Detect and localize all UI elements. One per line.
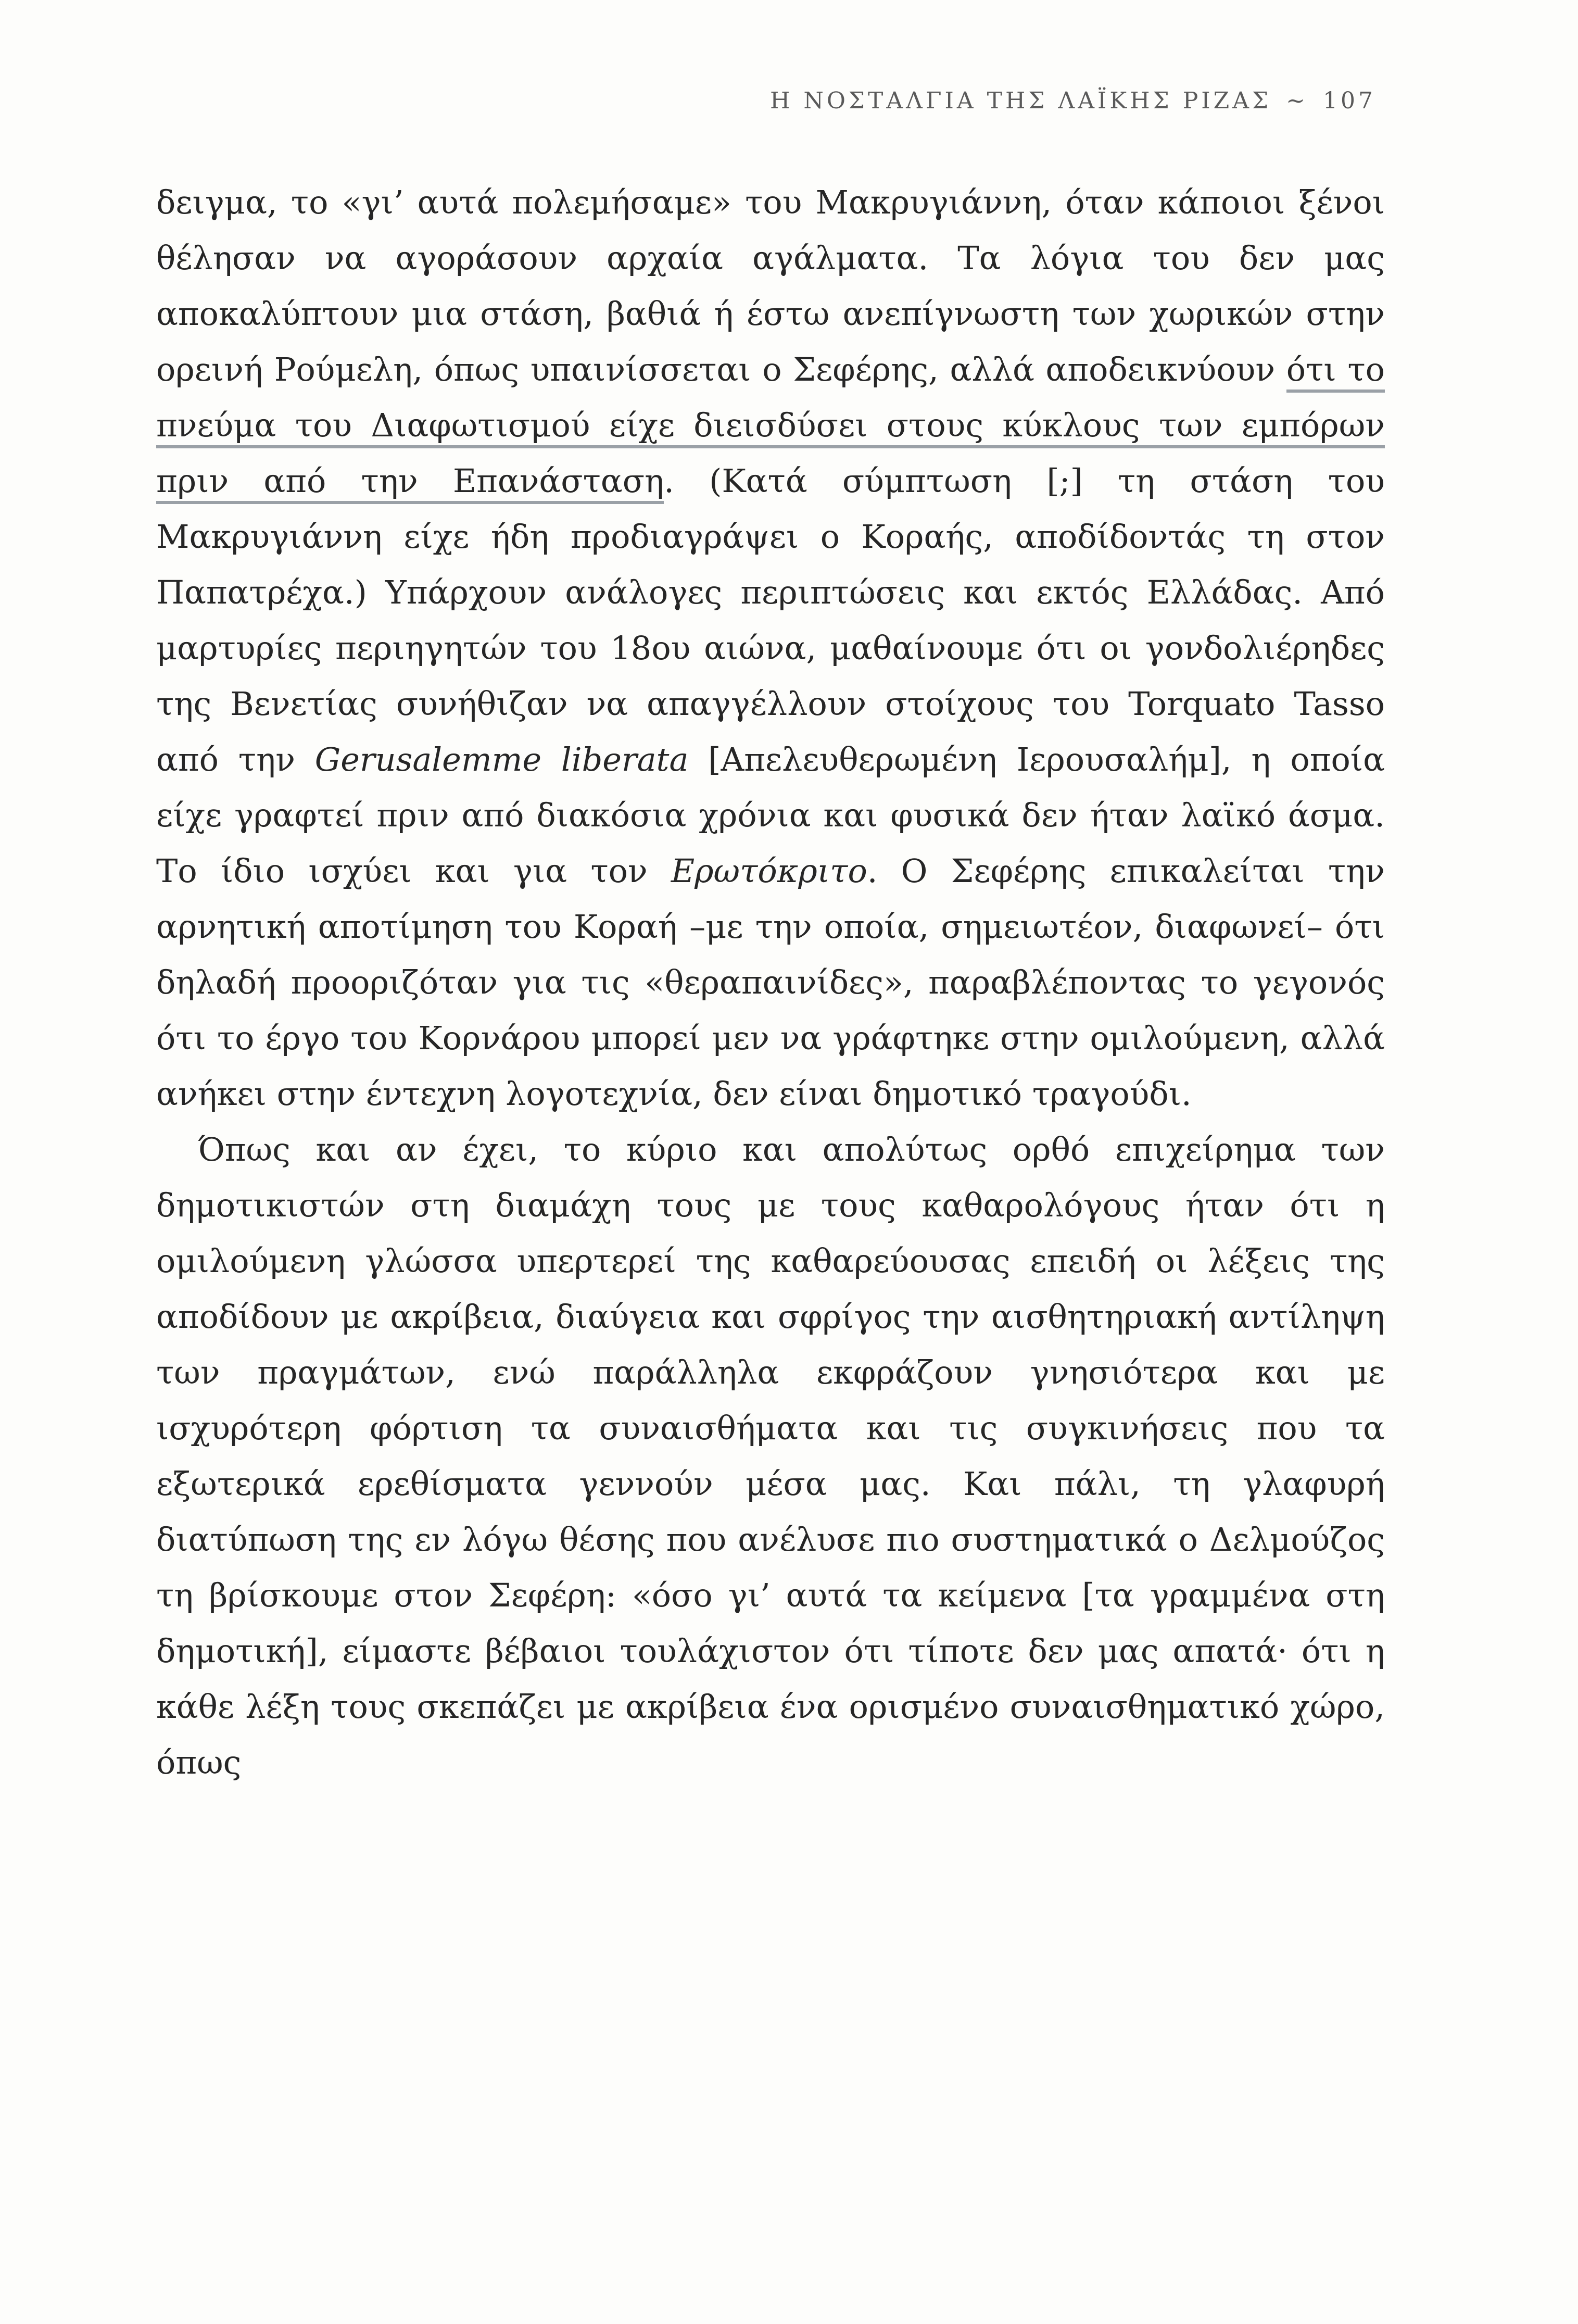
paragraph-1-text-d: . Ο Σεφέρης επικαλείται την αρνητική αποτίμηση του Κοραή –με την οποία, σημειωτέον, διαφωνεί– ότι δηλαδή προοριζόταν για τις «θεραπαινίδες», παραβλέποντας το γεγονός ότι το έργο του Κορνάρου μπορεί μεν να γράφτηκε στην ομιλούμενη, αλλά ανήκει στην έντεχνη λογοτεχνία, δεν είναι δημοτικό τραγούδι. — [156, 852, 1385, 1113]
running-head — [770, 87, 1376, 114]
paragraph-1 — [156, 174, 1385, 1122]
paragraph-1-text-b: . (Κατά σύμπτωση [;] τη στάση του Μακρυγιάννη είχε ήδη προδιαγράψει ο Κοραής, αποδίδοντάς τη στον Παπατρέχα.) Υπάρχουν ανάλογες περιπτώσεις και εκτός Ελλάδας. Από μαρτυρίες περιηγητών του 18ου αιώνα, μαθαίνουμε ότι οι γονδολιέρηδες της Βενετίας συνήθιζαν να απαγγέλλουν στοίχους του Torquato Tasso από την — [156, 462, 1385, 778]
paragraph-2 — [156, 1122, 1385, 1790]
italic-title-gerusalemme: Gerusalemme liberata — [314, 740, 689, 778]
paragraph-1-text-a: δειγμα, το «γι’ αυτά πολεμήσαμε» του Μακρυγιάννη, όταν κάποιοι ξένοι θέλησαν να αγοράσουν αρχαία αγάλματα. Τα λόγια του δεν μας αποκαλύπτουν μια στάση, βαθιά ή έστω ανεπίγνωστη των χωρικών στην ορεινή Ρούμελη, όπως υπαινίσσεται ο Σεφέρης, αλλά αποδεικνύουν — [156, 183, 1385, 388]
paragraph-1-text-c: [Απελευθερωμένη Ιερουσαλήμ], η οποία είχε γραφτεί πριν από διακόσια χρόνια και φυσικά δεν ήταν λαϊκό άσμα. Το ίδιο ισχύει και για τον — [156, 740, 1385, 890]
italic-title-erotokritos: Ερωτόκριτο — [671, 852, 867, 890]
pencil-underlined-passage: ότι το πνεύμα του Διαφωτισμού είχε διεισδύσει στους κύκλους των εμπόρων πριν από την Επανάσταση — [156, 350, 1385, 504]
paragraph-2-text: Όπως και αν έχει, το κύριο και απολύτως ορθό επιχείρημα των δημοτικιστών στη διαμάχη τους με τους καθαρολόγους ήταν ότι η ομιλούμενη γλώσσα υπερτερεί της καθαρεύουσας επειδή οι λέξεις της αποδίδουν με ακρίβεια, διαύγεια και σφρίγος την αισθητηριακή αντίληψη των πραγμάτων, ενώ παράλληλα εκφράζουν γνησιότερα και με ισχυρότερη φόρτιση τα συναισθήματα και τις συγκινήσεις που τα εξωτερικά ερεθίσματα γεννούν μέσα μας. Και πάλι, τη γλαφυρή διατύπωση της εν λόγω θέσης που ανέλυσε πιο συστηματικά ο Δελμούζος τη βρίσκουμε στον Σεφέρη: «όσο γι’ αυτά τα κείμενα [τα γραμμένα στη δημοτική], είμαστε βέβαιοι τουλάχιστον ότι τίποτε δεν μας απατά· ότι η κάθε λέξη τους σκεπάζει με ακρίβεια ένα ορισμένο συναισθηματικό χώρο, όπως — [156, 1130, 1385, 1781]
running-head-separator: ~ — [1286, 87, 1309, 114]
page-number: 107 — [1323, 87, 1376, 114]
running-head-title: Η ΝΟΣΤΑΛΓΙΑ ΤΗΣ ΛΑΪΚΗΣ ΡΙΖΑΣ — [770, 87, 1272, 114]
body-text — [156, 174, 1385, 1790]
